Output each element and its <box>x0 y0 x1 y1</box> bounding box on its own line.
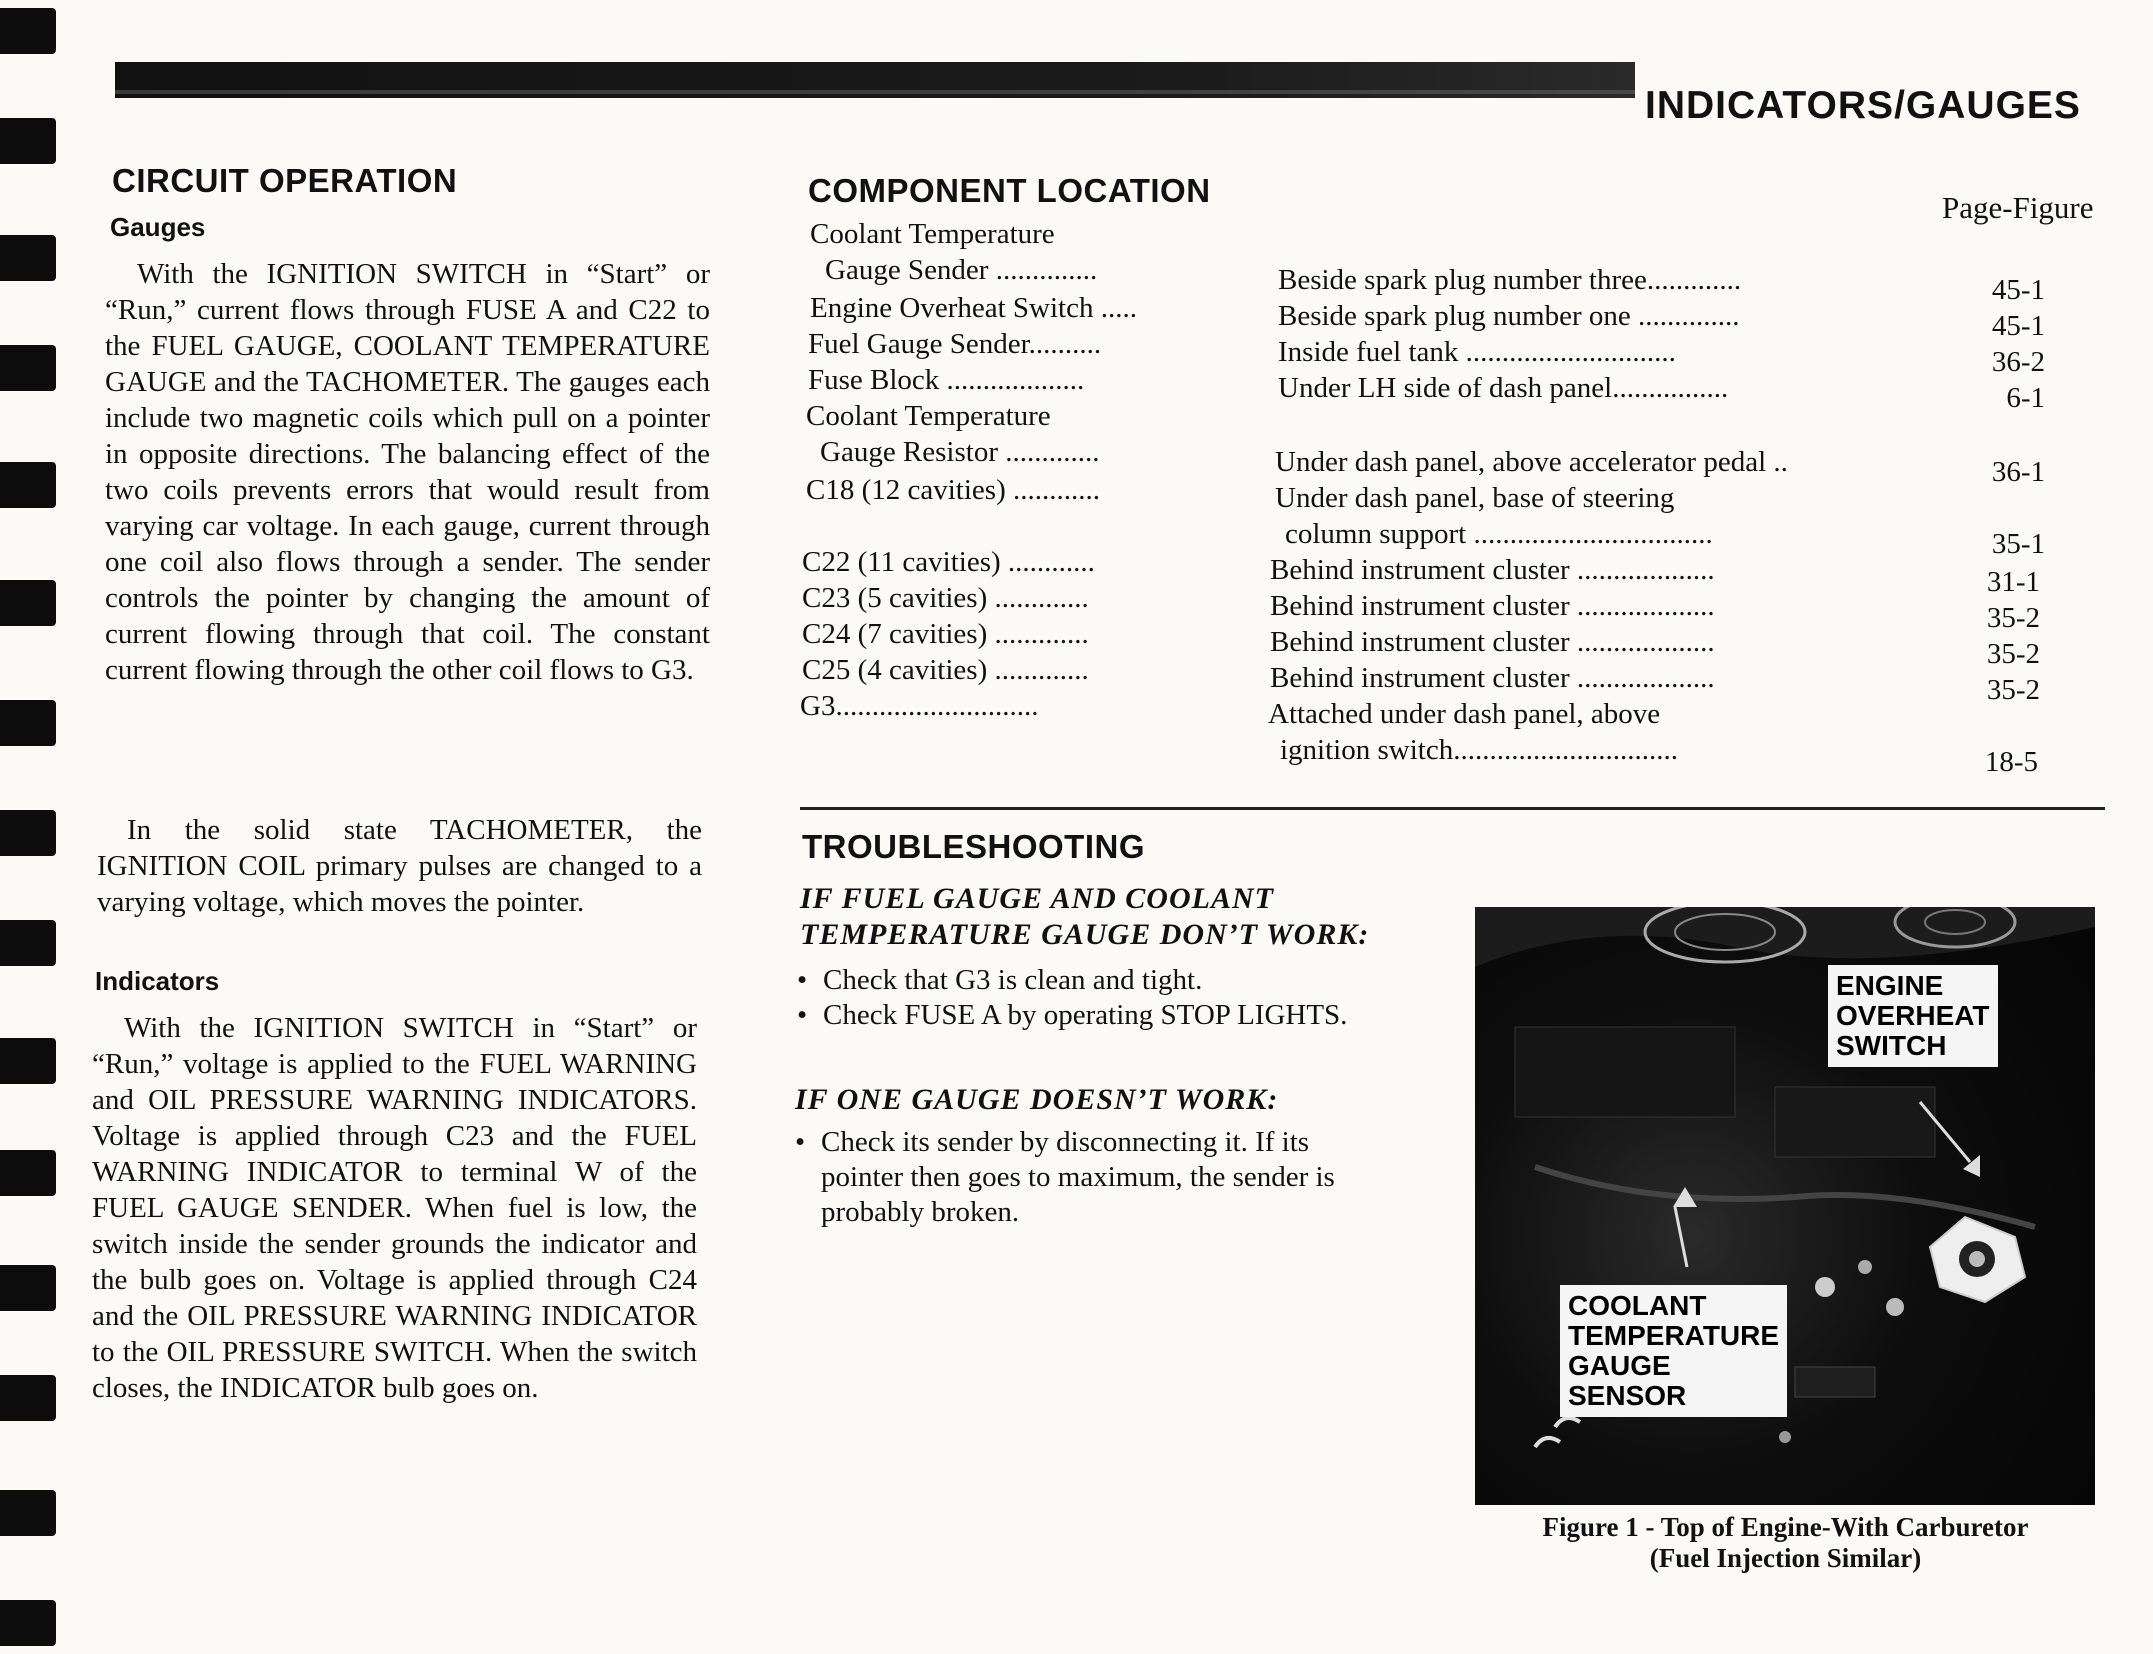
caption-line1: Figure 1 - Top of Engine-With Carburetor <box>1542 1512 2029 1542</box>
component-name: G3............................ <box>800 690 1039 722</box>
label-line: SENSOR <box>1568 1380 1687 1411</box>
troubleshooting-title: TROUBLESHOOTING <box>802 828 1145 865</box>
location-description: Beside spark plug number three............. <box>1278 264 1742 296</box>
label-line: ENGINE <box>1836 970 1944 1001</box>
component-name: C25 (4 cavities) ............. <box>802 654 1089 686</box>
bullet-text: Check that G3 is clean and tight. <box>823 964 1203 996</box>
bullet-text: Check its sender by disconnecting it. If its pointer then goes to maximum, the sender is probably broken. <box>821 1126 1335 1228</box>
gauges-paragraph: With the IGNITION SWITCH in “Start” or “Run,” current flows through FUSE A and C22 to the FUEL GAUGE, COOLANT TEMPERATURE GAUGE and the TACHOMETER. The gauges each include two magnetic coils which pull on a pointer in opposite directions. The balancing effect of the two coils prevents errors that would result from varying car voltage. In each gauge, current through one coil also flows through a sender. The sender controls the pointer by changing the amount of current flowing through that coil. The constant current flowing through the other coil flows to G3. <box>105 258 710 686</box>
page-figure-value: 18-5 <box>1984 746 2038 778</box>
page-figure-value: 6-1 <box>2006 382 2045 414</box>
component-name: C22 (11 cavities) ............ <box>802 546 1095 578</box>
page-figure-value: 35-2 <box>1986 674 2040 706</box>
page-figure-value: 36-1 <box>1991 456 2045 488</box>
section-divider <box>800 807 2105 810</box>
component-name: Gauge Sender .............. <box>825 254 1098 286</box>
component-name: Fuel Gauge Sender.......... <box>808 328 1102 360</box>
location-description: Behind instrument cluster ................... <box>1270 626 1715 658</box>
component-name: Fuse Block ................... <box>808 364 1085 396</box>
component-name: C18 (12 cavities) ............ <box>806 474 1100 506</box>
coolant-sensor-label <box>1560 1285 1787 1417</box>
bullet-text: Check FUSE A by operating STOP LIGHTS. <box>823 999 1348 1031</box>
page-figure-value: 35-2 <box>1986 602 2040 634</box>
location-description: Under dash panel, above accelerator pedal .. <box>1275 446 1788 478</box>
case1-bullet-list <box>797 963 1427 1033</box>
case1-heading-line1: IF FUEL GAUGE AND COOLANT <box>800 882 1274 915</box>
case1-heading-line2: TEMPERATURE GAUGE DON’T WORK: <box>800 918 1370 951</box>
engine-photo <box>1475 907 2095 1505</box>
component-name: Gauge Resistor ............. <box>820 436 1100 468</box>
page-figure-value: 31-1 <box>1986 566 2040 598</box>
component-name: Coolant Temperature <box>806 400 1051 432</box>
location-description: Inside fuel tank ............................. <box>1278 336 1676 368</box>
location-description: column support ................................. <box>1285 518 1713 550</box>
case2-heading: IF ONE GAUGE DOESN’T WORK: <box>795 1083 1279 1116</box>
location-description: Under dash panel, base of steering <box>1275 482 1675 514</box>
label-line: SWITCH <box>1836 1030 1947 1061</box>
page-figure-value: 35-1 <box>1991 528 2045 560</box>
label-line: COOLANT <box>1568 1290 1707 1321</box>
location-description: Attached under dash panel, above <box>1268 698 1661 730</box>
case2-bullet-list <box>795 1125 1405 1230</box>
gauges-heading: Gauges <box>110 212 206 242</box>
figure-caption <box>1478 1512 2093 1574</box>
location-description: Behind instrument cluster ................... <box>1270 554 1715 586</box>
label-line: TEMPERATURE <box>1568 1320 1780 1351</box>
location-description: ignition switch............................... <box>1280 734 1678 766</box>
page-figure-value: 45-1 <box>1991 310 2045 342</box>
engine-overheat-switch-label <box>1828 965 1998 1067</box>
section-title: INDICATORS/GAUGES <box>1645 84 2081 127</box>
list-item: • Check that G3 is clean and tight. <box>797 964 1203 996</box>
location-description: Behind instrument cluster ................... <box>1270 662 1715 694</box>
page-figure-value: 36-2 <box>1991 346 2045 378</box>
page-figure-value: 45-1 <box>1991 274 2045 306</box>
component-name: Coolant Temperature <box>810 218 1055 250</box>
component-location-title: COMPONENT LOCATION <box>808 172 1211 209</box>
page-figure-value: 35-2 <box>1986 638 2040 670</box>
list-item: • Check FUSE A by operating STOP LIGHTS. <box>797 998 1427 1033</box>
component-name: C23 (5 cavities) ............. <box>802 582 1089 614</box>
label-line: GAUGE <box>1568 1350 1671 1381</box>
component-location-table <box>0 0 2153 800</box>
caption-line2: (Fuel Injection Similar) <box>1649 1543 1922 1573</box>
component-name: Engine Overheat Switch ..... <box>810 292 1137 324</box>
indicators-paragraph: With the IGNITION SWITCH in “Start” or “Run,” voltage is applied to the FUEL WARNING and OIL PRESSURE WARNING INDICATORS. Voltage is applied through C23 and the FUEL WARNING INDICATOR to terminal W of the FUEL GAUGE SENDER. When fuel is low, the switch inside the sender grounds the indicator and the bulb goes on. Voltage is applied through C24 and the OIL PRESSURE WARNING INDICATOR to the OIL PRESSURE SWITCH. When the switch closes, the INDICATOR bulb goes on. <box>92 1012 697 1404</box>
label-line: OVERHEAT <box>1836 1000 1990 1031</box>
location-description: Beside spark plug number one .............. <box>1278 300 1740 332</box>
location-description: Under LH side of dash panel................ <box>1278 372 1729 404</box>
list-item: • Check its sender by disconnecting it. If its pointer then goes to maximum, the sender is probably broken. <box>795 1125 1405 1230</box>
component-name: C24 (7 cavities) ............. <box>802 618 1089 650</box>
location-description: Behind instrument cluster ................... <box>1270 590 1715 622</box>
indicators-heading: Indicators <box>95 966 220 996</box>
circuit-operation-title: CIRCUIT OPERATION <box>112 162 458 199</box>
tachometer-paragraph: In the solid state TACHOMETER, the IGNITION COIL primary pulses are changed to a varying voltage, which moves the pointer. <box>97 814 702 918</box>
page-figure-header: Page-Figure <box>1942 190 2094 225</box>
